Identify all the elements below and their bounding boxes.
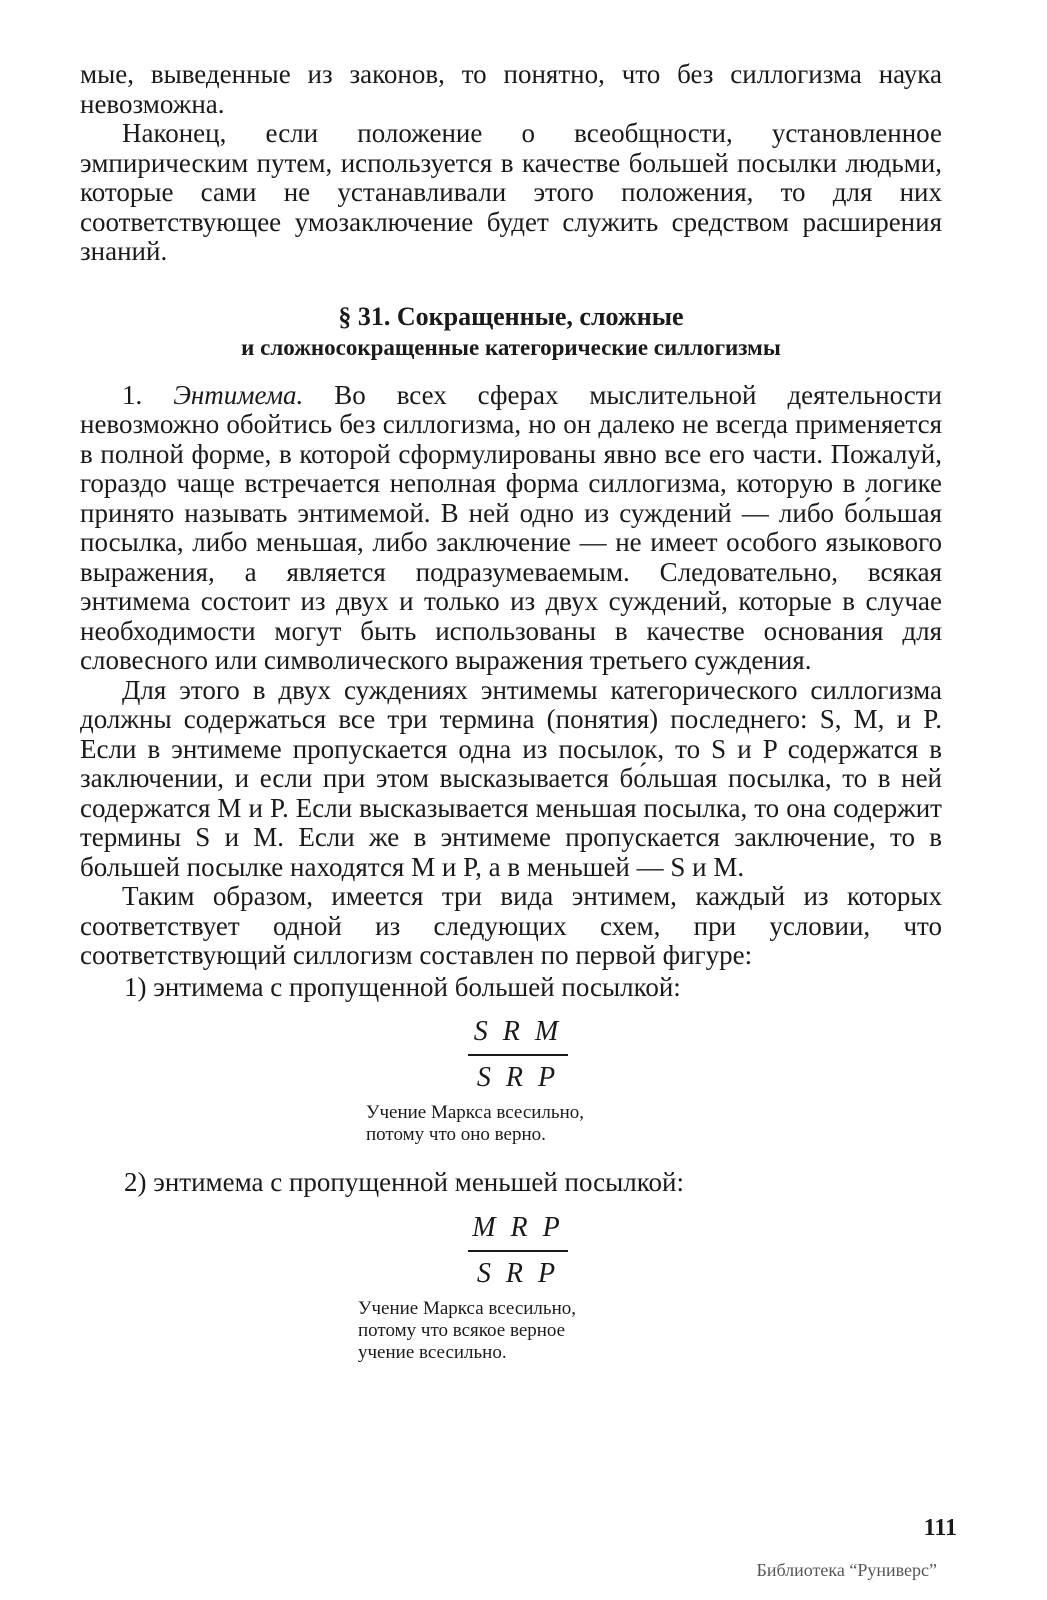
paragraph-generalization: Наконец, если положение о всеобщности, установленное эмпирическим путем, используется в качестве большей посылки людьми, которые сами не устанавливали этого положения, то для них соответствующее умозаключение будет служить средством расширения знаний. (80, 118, 942, 266)
paragraph-enthymeme-text: Во всех сферах мыслительной деятельности невозможно обойтись без силлогизма, но он далеко не всегда применяется в полной форме, в которой сформулированы явно все его части. Пожалуй, гораздо чаще встречается неполная форма силлогизма, которую в логике принято называть энтимемой. В ней одно из суждений — либо бо́льшая посылка, либо меньшая, либо заключение — не имеет особого языкового выражения, а является подразумеваемым. Следовательно, всякая энтимема состоит из двух и только из двух суждений, которые в случае необходимости могут быть использованы в качестве основания для словесного или символического выражения третьего суждения. (80, 379, 943, 675)
section-number: 1. (122, 379, 174, 410)
paragraph-continuation: мые, выведенные из законов, то понятно, что без силлогизма наука невозможна. (80, 59, 942, 119)
scheme-1-conclusion: S R P (476, 1062, 560, 1093)
example-2 (358, 1298, 942, 1364)
example-1-line2: потому что оно верно. (366, 1124, 546, 1145)
example-2-line1: Учение Маркса всесильно, (358, 1297, 576, 1319)
library-watermark: Библиотека “Руниверс” (756, 1560, 937, 1580)
page-number: 111 (923, 1515, 957, 1541)
list-item-2: 2) энтимема с пропущенной меньшей посылкой: (124, 1167, 684, 1197)
scheme-1-premise: S R M (468, 1016, 568, 1056)
example-1 (366, 1102, 942, 1146)
section-title-line1: § 31. Сокращенные, сложные (338, 301, 684, 331)
example-1-line1: Учение Маркса всесильно, (366, 1102, 584, 1123)
run-in-term: Энтимема. (173, 379, 304, 410)
scheme-2-conclusion: S R P (476, 1257, 560, 1289)
list-item-1: 1) энтимема с пропущенной большей посылкой: (124, 971, 681, 1002)
example-2-line3: учение всесильно. (358, 1341, 507, 1363)
example-2-line2: потому что всякое верное (358, 1319, 566, 1341)
paragraph-types: Таким образом, имеется три вида энтимем, каждый из которых соответствует одной из следующих схем, при условии, что соответствующий силлогизм составлен по первой фигуре: (80, 881, 942, 970)
scheme-2 (468, 1212, 568, 1290)
section-title-line2: и сложносокращенные категорические силлогизмы (241, 334, 781, 360)
section-heading (80, 301, 942, 363)
paragraph-enthymeme-intro (80, 381, 942, 676)
scheme-1 (468, 1016, 568, 1094)
paragraph-terms: Для этого в двух суждениях энтимемы категорического силлогизма должны содержаться все три термина (понятия) последнего: S, M, и P. Если в энтимеме пропускается одна из посылок, то S и P содержатся в заключении, и если при этом высказывается бо́льшая посылка, то в ней содержатся M и P. Если высказывается меньшая посылка, то она содержит термины S и M. Если же в энтимеме пропускается заключение, то в большей посылке находятся M и P, а в меньшей — S и M. (80, 674, 942, 882)
scheme-2-premise: M R P (468, 1212, 568, 1252)
page-body (80, 60, 942, 1364)
